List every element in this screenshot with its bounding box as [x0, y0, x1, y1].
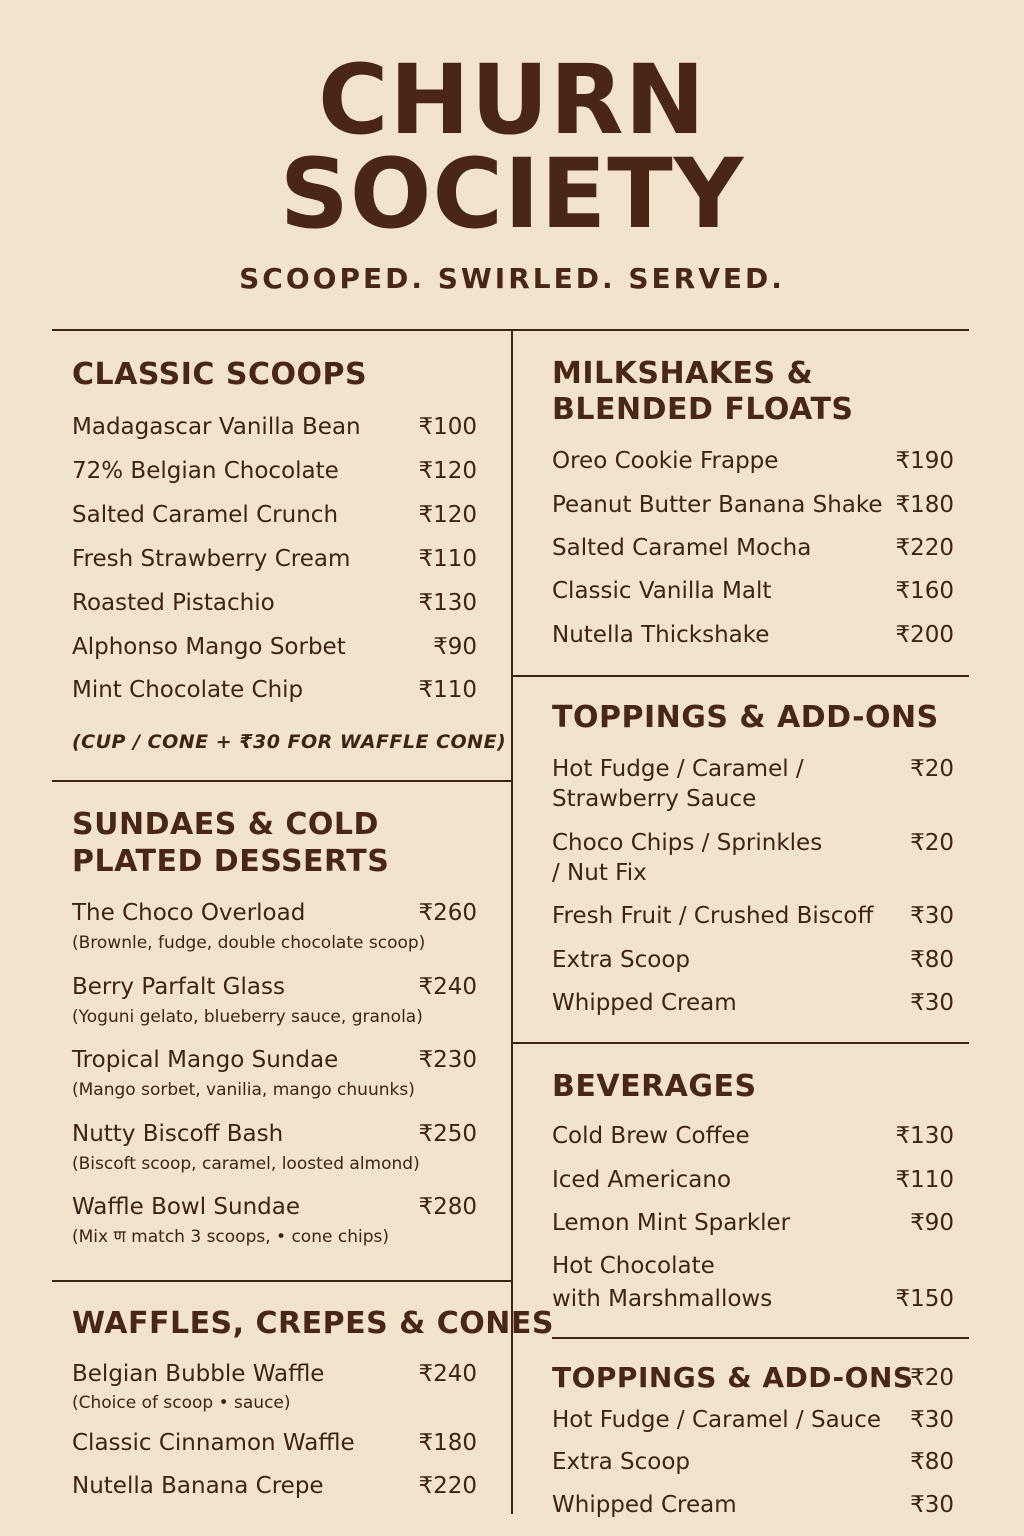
item-name: Nutella Banana Crepe: [72, 1473, 324, 1499]
item-name: Madagascar Vanilla Bean: [72, 414, 361, 440]
item-name: Whipped Cream: [552, 990, 737, 1016]
section-title-milkshakes-line-1: MILKSHAKES &: [552, 356, 814, 391]
item-name: Hot Fudge / Caramel / Sauce: [552, 1407, 882, 1433]
item-description: (Mix ण match 3 scoops, • cone chips): [72, 1227, 389, 1247]
item-price: ₹120: [418, 458, 477, 484]
item-price: ₹100: [418, 414, 477, 440]
menu-item: [72, 632, 477, 662]
menu-item: [552, 901, 954, 931]
item-name: Choco Chips / Sprinkles: [552, 830, 823, 856]
item-price: ₹130: [418, 590, 477, 616]
item-description: (Brownle, fudge, double chocolate scoop): [72, 933, 426, 953]
menu-item: [552, 446, 954, 476]
item-price: ₹150: [895, 1286, 954, 1312]
item-price: ₹30: [910, 903, 954, 929]
section-title-sundaes-line-1: SUNDAES & COLD: [72, 807, 379, 842]
section-title-waffles: WAFFLES, CREPES & CONES: [72, 1306, 554, 1341]
menu-item: [72, 1359, 477, 1417]
item-price: ₹250: [418, 1121, 477, 1147]
item-name: Cold Brew Coffee: [552, 1123, 750, 1149]
item-price: ₹30: [910, 1492, 954, 1518]
item-name: Hot Fudge / Caramel /: [552, 756, 804, 782]
menu-item: [72, 544, 477, 574]
item-price: ₹20: [910, 756, 954, 782]
item-description: (Biscoft scoop, caramel, loosted almond): [72, 1154, 420, 1174]
item-name: Salted Caramel Crunch: [72, 502, 339, 528]
item-price: ₹190: [895, 448, 954, 474]
item-price: ₹200: [895, 622, 954, 648]
menu-item: [552, 620, 954, 650]
item-price: ₹180: [895, 492, 954, 518]
item-name-line-2: / Nut Fix: [552, 860, 647, 886]
item-price: ₹110: [418, 546, 477, 572]
item-name: Nutty Biscoff Bash: [72, 1121, 284, 1147]
section-title-toppings: TOPPINGS & ADD-ONS: [552, 700, 939, 735]
item-price: ₹110: [895, 1167, 954, 1193]
menu-item: [552, 1208, 954, 1238]
item-name: Tropical Mango Sundae: [72, 1047, 339, 1073]
item-name: Extra Scoop: [552, 1449, 691, 1475]
item-name: Mint Chocolate Chip: [72, 677, 304, 703]
menu-item: [72, 1045, 477, 1103]
item-name: Waffle Bowl Sundae: [72, 1194, 301, 1220]
menu-item: [72, 456, 477, 486]
menu-item: [552, 1490, 954, 1520]
menu-item: [72, 1471, 477, 1501]
menu-item: [552, 1359, 954, 1396]
divider-right-3: [552, 1337, 969, 1339]
menu-item: [552, 1121, 954, 1151]
menu-item: [72, 412, 477, 442]
item-name: Nutella Thickshake: [552, 622, 770, 648]
item-price: ₹120: [418, 502, 477, 528]
item-name: Peanut Butter Banana Shake: [552, 492, 883, 518]
item-name: Salted Caramel Mocha: [552, 535, 812, 561]
item-name: Alphonso Mango Sorbet: [72, 634, 346, 660]
item-name: Whipped Cream: [552, 1492, 737, 1518]
item-name: The Choco Overload: [72, 900, 306, 926]
item-price: ₹280: [418, 1194, 477, 1220]
section-title-sundaes-line-2: PLATED DESSERTS: [72, 844, 390, 879]
item-price: ₹240: [418, 974, 477, 1000]
menu-item: [72, 1119, 477, 1177]
section-title-beverages: BEVERAGES: [552, 1069, 757, 1104]
item-price: ₹90: [433, 634, 477, 660]
menu-item: [72, 898, 477, 956]
item-price: ₹260: [418, 900, 477, 926]
menu-item: [552, 1251, 954, 1315]
item-name: Lemon Mint Sparkler: [552, 1210, 791, 1236]
item-price: ₹90: [910, 1210, 954, 1236]
item-price: ₹20: [910, 830, 954, 856]
menu-item: [552, 754, 954, 814]
divider-right-2: [512, 1042, 969, 1044]
menu-item: [552, 988, 954, 1018]
item-name: Berry Parfalt Glass: [72, 974, 285, 1000]
item-name: Oreo Cookie Frappe: [552, 448, 779, 474]
item-price: ₹80: [910, 947, 954, 973]
brand-name-line-2: SOCIETY: [279, 138, 745, 250]
item-name: Fresh Strawberry Cream: [72, 546, 351, 572]
divider-left-1: [52, 780, 512, 782]
menu-item: [552, 945, 954, 975]
item-description: (Mango sorbet, vanilia, mango chuunks): [72, 1080, 415, 1100]
menu-item: [552, 828, 954, 888]
menu-item: [552, 576, 954, 606]
item-name: Iced Americano: [552, 1167, 732, 1193]
item-price: ₹20: [910, 1365, 954, 1391]
item-name: Hot Chocolate: [552, 1253, 715, 1279]
item-name: Fresh Fruit / Crushed Biscoff: [552, 903, 874, 929]
section-title-classic-scoops: CLASSIC SCOOPS: [72, 357, 368, 392]
item-name: 72% Belgian Chocolate: [72, 458, 339, 484]
item-name-line-2: Strawberry Sauce: [552, 786, 757, 812]
menu-item: [72, 588, 477, 618]
item-price: ₹160: [895, 578, 954, 604]
item-price: ₹240: [418, 1361, 477, 1387]
item-name: Classic Cinnamon Waffle: [72, 1430, 355, 1456]
item-name: Classic Vanilla Malt: [552, 578, 772, 604]
menu-item: [552, 490, 954, 520]
item-price: ₹220: [895, 535, 954, 561]
divider-left-2: [52, 1280, 512, 1282]
menu-item: [72, 500, 477, 530]
item-name: Roasted Pistachio: [72, 590, 275, 616]
item-price: ₹180: [418, 1430, 477, 1456]
item-description: (Choice of scoop • sauce): [72, 1393, 291, 1413]
menu-item: [72, 972, 477, 1030]
item-price: ₹130: [895, 1123, 954, 1149]
menu-item: [552, 1165, 954, 1195]
item-price: ₹30: [910, 990, 954, 1016]
menu-item: [72, 675, 477, 705]
waffle-cone-note: (CUP / CONE + ₹30 FOR WAFFLE CONE): [72, 731, 507, 753]
menu-item: [552, 533, 954, 563]
tagline: SCOOPED. SWIRLED. SERVED.: [239, 262, 785, 295]
item-name: Extra Scoop: [552, 947, 691, 973]
item-price: ₹80: [910, 1449, 954, 1475]
item-price: ₹30: [910, 1407, 954, 1433]
item-name-line-2: with Marshmallows: [552, 1286, 773, 1312]
menu-item: [72, 1192, 477, 1250]
item-price: ₹110: [418, 677, 477, 703]
menu-item: [72, 1428, 477, 1458]
item-price: ₹220: [418, 1473, 477, 1499]
section-title-milkshakes-line-2: BLENDED FLOATS: [552, 392, 854, 427]
item-name: Belgian Bubble Waffle: [72, 1361, 325, 1387]
section-title-toppings-2: TOPPINGS & ADD-ONS: [552, 1361, 914, 1394]
menu-item: [552, 1447, 954, 1477]
brand-name-line-1: CHURN: [317, 44, 706, 156]
divider-right-1: [512, 675, 969, 677]
menu-item: [552, 1405, 954, 1435]
item-price: ₹230: [418, 1047, 477, 1073]
item-description: (Yoguni gelato, blueberry sauce, granola): [72, 1007, 423, 1027]
